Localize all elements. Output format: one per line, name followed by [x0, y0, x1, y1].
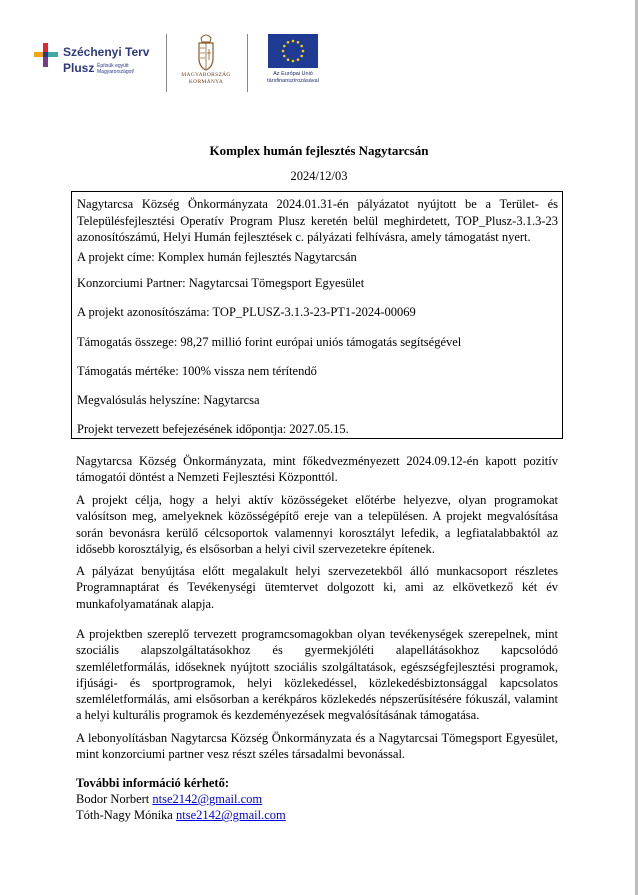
paragraph-workgroup: A pályázat benyújtása előtt megalakult helyi szervezetekből álló munkacsoport részletes Programnaptárat és Tevékenységi ütemtervet dolgozott ki, ami az elkövetkező két év munkafolyamatának alapja. [76, 564, 558, 611]
header-logos [30, 28, 350, 98]
szechenyi-cross-icon [32, 41, 60, 69]
logo-divider [166, 34, 167, 92]
implementation-location: Megvalósulás helyszíne: Nagytarcsa [77, 393, 260, 407]
contact-email-link[interactable]: ntse2142@gmail.com [152, 792, 263, 806]
support-amount: Támogatás összege: 98,27 millió forint európai uniós támogatás segítségével [77, 335, 462, 349]
contact-section [76, 775, 286, 823]
contact-heading: További információ kérhető: [76, 776, 230, 790]
eu-line1: Az Európai Unió [273, 71, 313, 77]
document-date: 2024/12/03 [290, 169, 348, 183]
contact-person [76, 791, 286, 807]
government-logo [173, 28, 239, 98]
szechenyi-logo [30, 36, 162, 96]
support-rate: Támogatás mértéke: 100% vissza nem térítendő [77, 364, 317, 378]
paragraph-programs: A projektben szereplő tervezett programcsomagokban olyan tevékenységek szerepelnek, mint szociális alapszolgáltatásokhoz és gyermekjóléti alapellátásokhoz kapcsolódó szemléletformálás, időseknek nyújtott szociális szolgáltatások, egészségfejlesztési programok, ifjúsági- és sportprogramok, helyi közlekedéssel, közlekedésbiztonsággal kapcsolatos szemléletformálás, ami elsősorban a kerékpáros közlekedés népszerűsítésére fókuszál, valamint a helyi kulturális programok és kezdeményezések megvalósításának támogatása. [76, 627, 558, 723]
paragraph-implementation: A lebonyolításban Nagytarcsa Község Önkormányzata és a Nagytarcsai Tömegsport Egyesület, mint konzorciumi partner vesz részt széles társadalmi bevonással. [76, 731, 558, 762]
logo-divider [247, 34, 248, 92]
paragraph-goal: A projekt célja, hogy a helyi aktív közösségeket előtérbe helyezve, olyan programokat valósítson meg, amelyeknek közösségépítő ereje van a településen. A projekt megvalósítása során bevonásra kerülő célcsoportok valamennyi korosztályt lefedik, a legfiatalabbaktól az idősebb korosztályig, és elsősorban a helyi civil szervezetekre építenek. [76, 493, 558, 556]
consortium-partner: Konzorciumi Partner: Nagytarcsai Tömegsport Egyesület [77, 276, 365, 290]
eu-logo [258, 34, 328, 96]
project-info-box [71, 191, 563, 439]
government-line2: KORMÁNYA [188, 79, 224, 85]
project-intro: Nagytarcsa Község Önkormányzata 2024.01.31-én pályázatot nyújtott be a Terület- és Településfejlesztési Operatív Program Plusz keretén belül meghirdetett, TOP_Plusz-3.1.3-23 azonosítószámú, Helyi Humán fejlesztések c. pályázati felhívásra, amely támogatást nyert. [77, 197, 558, 244]
planned-end-date: Projekt tervezett befejezésének időpontja: 2027.05.15. [77, 422, 349, 436]
contact-person [76, 807, 286, 823]
hungarian-crest-icon [195, 32, 217, 72]
eu-flag-icon [268, 34, 318, 68]
contact-name: Tóth-Nagy Mónika [76, 808, 173, 822]
contact-name: Bodor Norbert [76, 792, 150, 806]
eu-line2: társfinanszírozásával [267, 78, 319, 84]
szechenyi-title: Széchenyi Terv [63, 45, 150, 59]
szechenyi-tagline: Építsük együtt Magyarországot! [97, 63, 135, 75]
government-line1: MAGYARORSZÁG [181, 72, 231, 78]
project-name: A projekt címe: Komplex humán fejlesztés Nagytarcsán [77, 250, 357, 264]
contact-email-link[interactable]: ntse2142@gmail.com [175, 808, 286, 822]
document-title: Komplex humán fejlesztés Nagytarcsán [209, 143, 429, 158]
project-id: A projekt azonosítószáma: TOP_PLUSZ-3.1.3-23-PT1-2024-00069 [77, 305, 416, 319]
paragraph-decision: Nagytarcsa Község Önkormányzata, mint főkedvezményezett 2024.09.12-én kapott pozitív támogatói döntést a Nemzeti Fejlesztési Központtól. [76, 454, 558, 485]
szechenyi-plusz: Plusz [63, 61, 95, 75]
